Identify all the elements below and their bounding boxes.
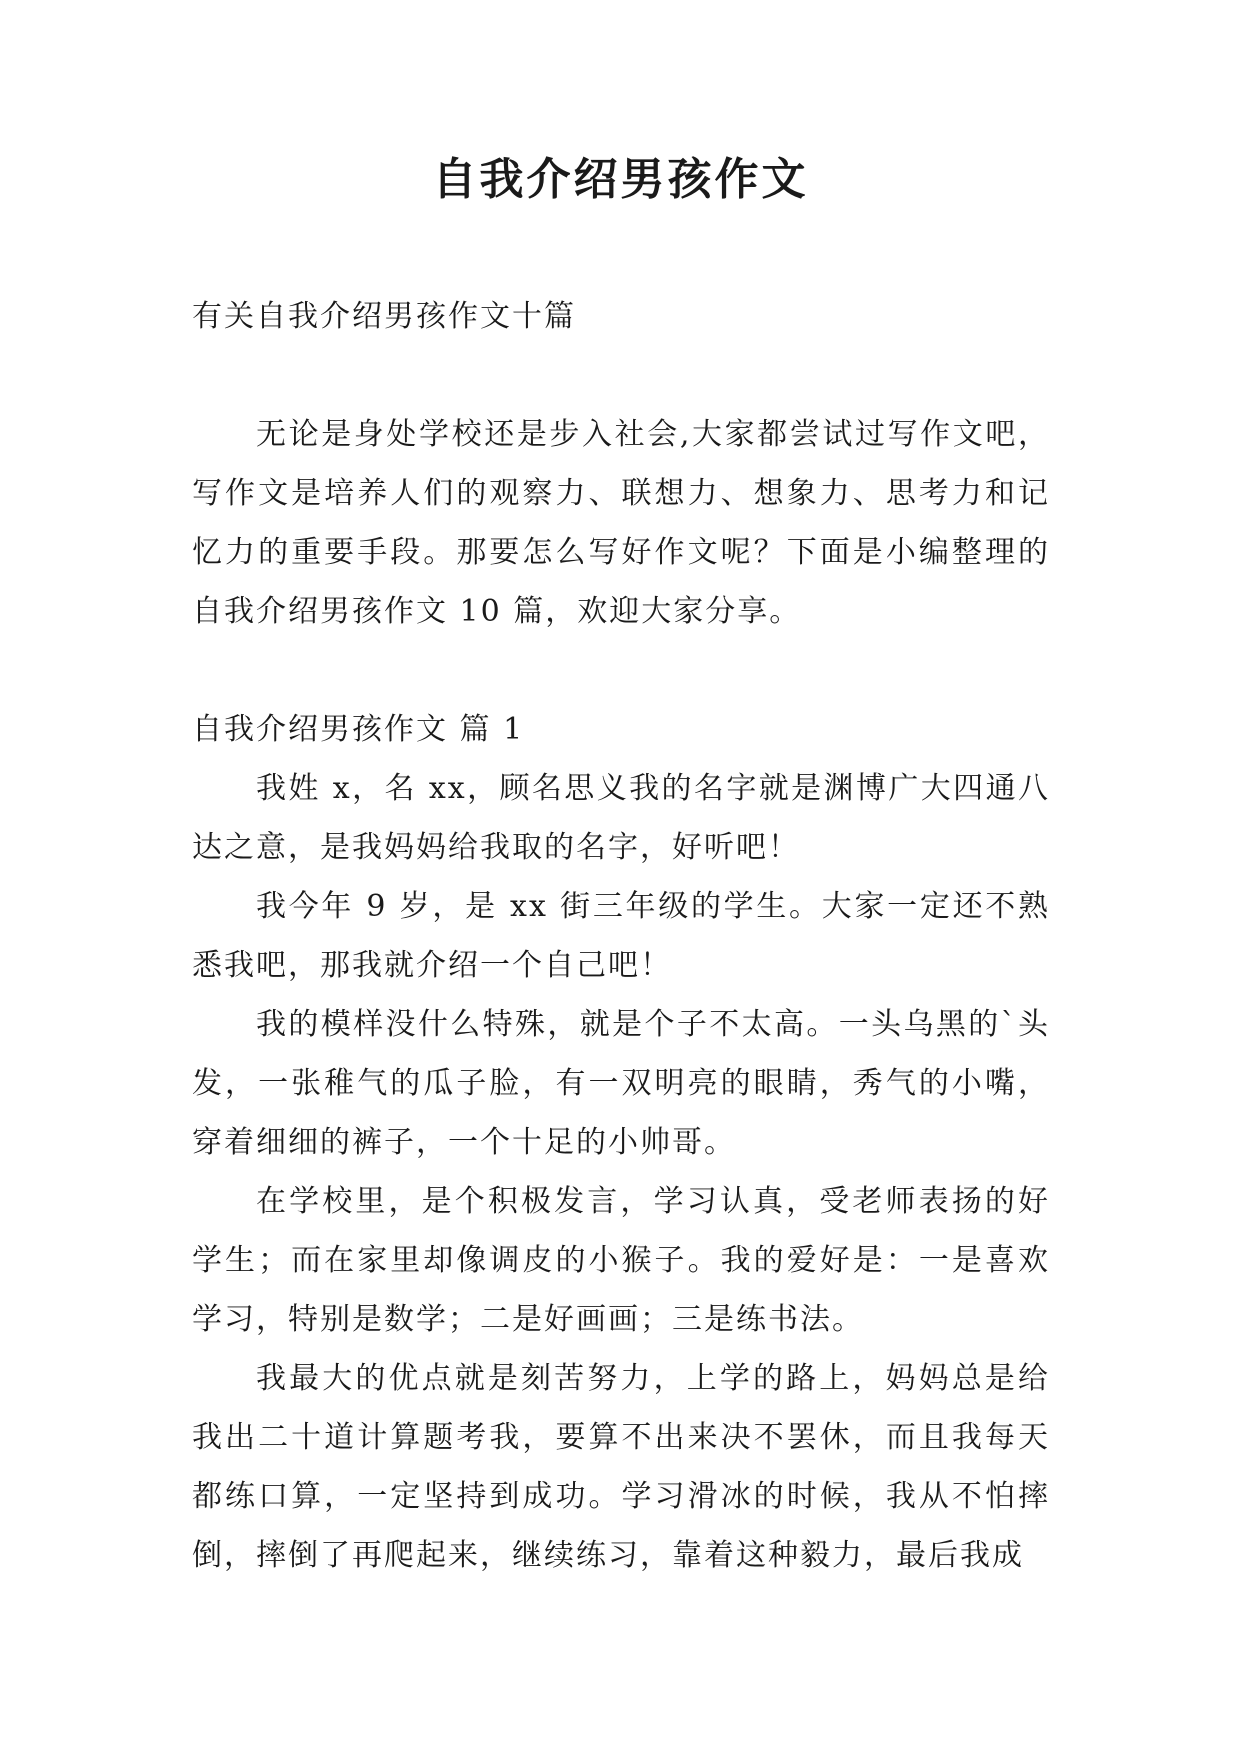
intro-paragraph: 无论是身处学校还是步入社会,大家都尝试过写作文吧，写作文是培养人们的观察力、联想力、想象力、思考力和记忆力的重要手段。那要怎么写好作文呢？下面是小编整理的自我介绍男孩作文 10 篇，欢迎大家分享。: [192, 417, 1050, 629]
document-body: [192, 287, 1050, 1585]
body-paragraph: 我今年 9 岁，是 xx 街三年级的学生。大家一定还不熟悉我吧，那我就介绍一个自己吧！: [192, 889, 1050, 983]
document-title: 自我介绍男孩作文: [432, 154, 809, 205]
body-paragraph: 我姓 x，名 xx，顾名思义我的名字就是渊博广大四通八达之意，是我妈妈给我取的名字，好听吧！: [192, 771, 1050, 865]
body-paragraph: 我的模样没什么特殊，就是个子不太高。一头乌黑的`头发，一张稚气的瓜子脸，有一双明亮的眼睛，秀气的小嘴，穿着细细的裤子，一个十足的小帅哥。: [192, 1007, 1050, 1160]
document-subtitle: 有关自我介绍男孩作文十篇: [192, 299, 576, 334]
section-heading: 自我介绍男孩作文 篇 1: [192, 712, 525, 747]
body-paragraph: 在学校里，是个积极发言，学习认真，受老师表扬的好学生；而在家里却像调皮的小猴子。我的爱好是：一是喜欢学习，特别是数学；二是好画画；三是练书法。: [192, 1184, 1050, 1337]
body-paragraph: 我最大的优点就是刻苦努力，上学的路上，妈妈总是给我出二十道计算题考我，要算不出来决不罢休，而且我每天都练口算，一定坚持到成功。学习滑冰的时候，我从不怕摔倒，摔倒了再爬起来，继续练习，靠着这种毅力，最后我成: [192, 1361, 1050, 1573]
